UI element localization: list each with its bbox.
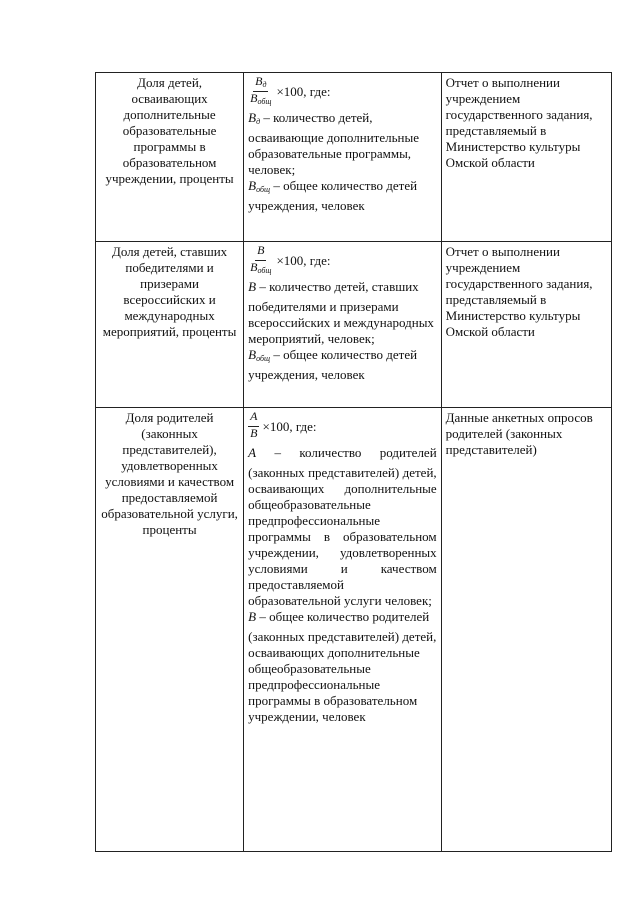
formula: $\frac{A}{B}$ ×100, где:	[248, 410, 437, 443]
source-cell: Отчет о выполнении учреждением государственного задания, представляемый в Министерство культуры Омской области	[441, 73, 611, 242]
source-cell: Отчет о выполнении учреждением государственного задания, представляемый в Министерство культуры Омской области	[441, 242, 611, 408]
formula-cell	[244, 408, 442, 852]
definition: A – количество родителей (законных представителей) детей, осваивающих дополнительные общеобразовательные предпрофессиональные программы в образовательном учреждении, удовлетворенных условиями и качеством предоставляемой образовательной услуги человек;	[248, 445, 437, 608]
fraction: $\frac{B_д}{B_{общ}}$	[250, 74, 272, 106]
definition: $B_{общ}$ – общее количество детей учреждения, человек	[248, 178, 418, 213]
indicators-table	[95, 72, 612, 852]
indicator-cell: Доля родителей (законных представителей), удовлетворенных условиями и качеством предоставляемой образовательной услуги, проценты	[96, 408, 244, 852]
formula: $\frac{B}{B_{общ}}$ ×100, где:	[250, 243, 331, 275]
source-cell: Данные анкетных опросов родителей (законных представителей)	[441, 408, 611, 852]
definition: $B_{общ}$ – общее количество детей учреждения, человек	[248, 347, 418, 382]
definition: B – общее количество родителей (законных представителей) детей, осваивающих дополнительные общеобразовательные предпрофессиональные программы в образовательном учреждении, человек	[248, 609, 437, 724]
formula: $\frac{B_д}{B_{общ}}$ ×100, где:	[250, 74, 331, 106]
definition: $B_д$ – количество детей, осваивающие дополнительные образовательные программы, человек;	[248, 110, 419, 177]
indicator-cell: Доля детей, ставших победителями и призерами всероссийских и международных мероприятий, проценты	[96, 242, 244, 408]
definition: B – количество детей, ставших победителями и призерами всероссийских и международных мероприятий, человек;	[248, 279, 434, 346]
formula-cell	[244, 242, 442, 408]
fraction: $\frac{B}{B_{общ}}$	[250, 243, 272, 275]
formula-cell	[244, 73, 442, 242]
indicator-cell: Доля детей, осваивающих дополнительные образовательные программы в образовательном учреждении, проценты	[96, 73, 244, 242]
table-row	[96, 408, 612, 852]
fraction: $\frac{A}{B}$	[250, 409, 258, 440]
table-row	[96, 242, 612, 408]
table-row	[96, 73, 612, 242]
